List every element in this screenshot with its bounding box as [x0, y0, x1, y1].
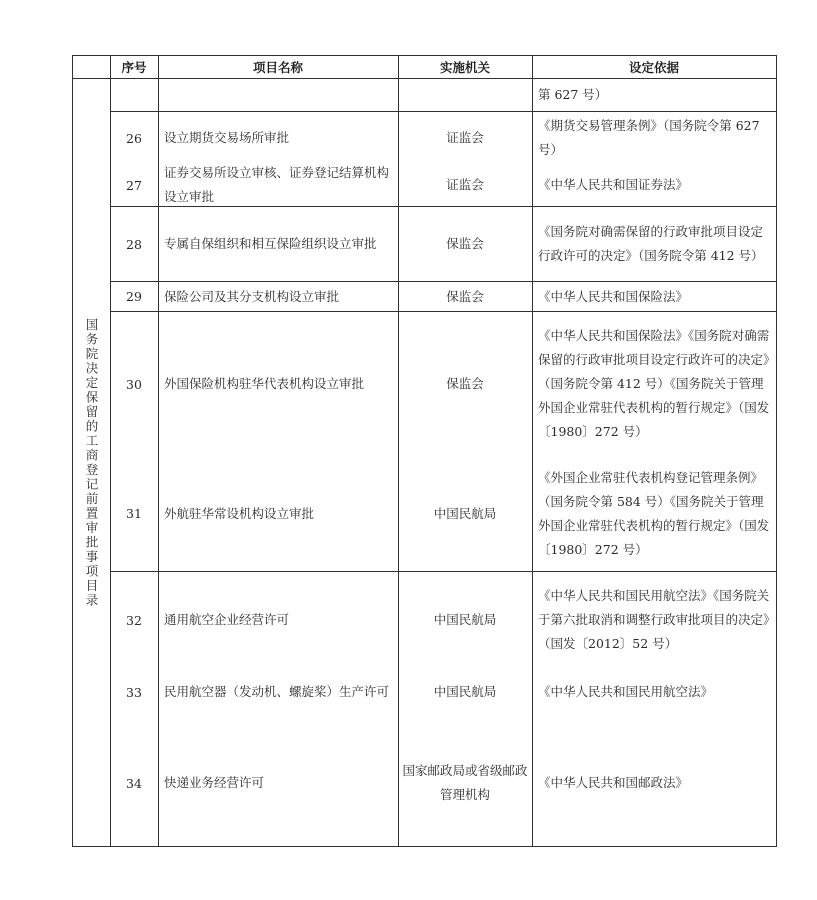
row-32-basis: 《中华人民共和国民用航空法》《国务院关于第六批取消和调整行政审批项目的决定》（国发〔2012〕52 号） [538, 588, 770, 651]
row-32-agency: 中国民航局 [433, 612, 497, 627]
row-27-no: 27 [126, 177, 142, 193]
row-29-agency: 保监会 [446, 288, 484, 304]
row-28-basis: 《国务院对确需保留的行政审批项目设定行政许可的决定》（国务院令第 412 号） [538, 224, 764, 263]
row-33-basis: 《中华人民共和国民用航空法》 [538, 684, 714, 699]
row-28-agency: 保监会 [446, 236, 484, 251]
row-31-name: 外航驻华常设机构设立审批 [164, 505, 315, 521]
row-33-no: 33 [126, 684, 142, 700]
row-29-no: 29 [126, 289, 142, 304]
continuation-basis: 第 627 号） [538, 87, 608, 102]
row-31-agency: 中国民航局 [433, 505, 497, 521]
row-34-name: 快递业务经营许可 [164, 775, 265, 790]
row-34-no: 34 [126, 775, 142, 791]
row-26-no: 26 [126, 130, 142, 146]
row-30-name: 外国保险机构驻华代表机构设立审批 [164, 376, 365, 391]
row-28-no: 28 [126, 236, 142, 252]
row-34-agency: 国家邮政局或省级邮政管理机构 [402, 763, 528, 802]
category-label [72, 78, 110, 847]
row-29-basis: 《中华人民共和国保险法》 [538, 288, 689, 304]
header-agency: 实施机关 [439, 59, 490, 75]
category-text: 国务院决定保留的工商登记前置审批事项目录 [84, 317, 99, 608]
header-basis: 设定依据 [628, 59, 679, 75]
row-30-agency: 保监会 [446, 376, 484, 391]
row-28-name: 专属自保组织和相互保险组织设立审批 [164, 236, 377, 251]
row-29-name: 保险公司及其分支机构设立审批 [164, 288, 340, 304]
row-33-agency: 中国民航局 [433, 684, 497, 699]
row-26-basis: 《期货交易管理条例》（国务院令第 627 号） [538, 118, 760, 157]
row-33-name: 民用航空器（发动机、螺旋桨）生产许可 [164, 684, 390, 699]
row-31-basis: 《外国企业常驻代表机构登记管理条例》（国务院令第 584 号）《国务院关于管理外国企业常驻代表机构的暂行规定》（国发〔1980〕272 号） [538, 469, 770, 557]
row-34-basis: 《中华人民共和国邮政法》 [538, 775, 689, 790]
row-30-basis: 《中华人民共和国保险法》《国务院对确需保留的行政审批项目设定行政许可的决定》（国务院令第 412 号）《国务院关于管理外国企业常驻代表机构的暂行规定》（国发〔1980〕272 号） [538, 328, 770, 439]
row-26-name: 设立期货交易场所审批 [164, 130, 290, 145]
row-27-basis: 《中华人民共和国证券法》 [538, 177, 689, 192]
row-27-name: 证券交易所设立审核、证券登记结算机构设立审批 [164, 165, 390, 204]
header-name: 项目名称 [252, 59, 303, 75]
row-26-agency: 证监会 [446, 130, 484, 145]
header-no: 序号 [121, 59, 147, 75]
row-31-no: 31 [126, 506, 142, 521]
row-30-no: 30 [126, 376, 142, 392]
row-27-agency: 证监会 [446, 177, 484, 192]
row-32-no: 32 [126, 612, 142, 628]
row-32-name: 通用航空企业经营许可 [164, 612, 290, 627]
